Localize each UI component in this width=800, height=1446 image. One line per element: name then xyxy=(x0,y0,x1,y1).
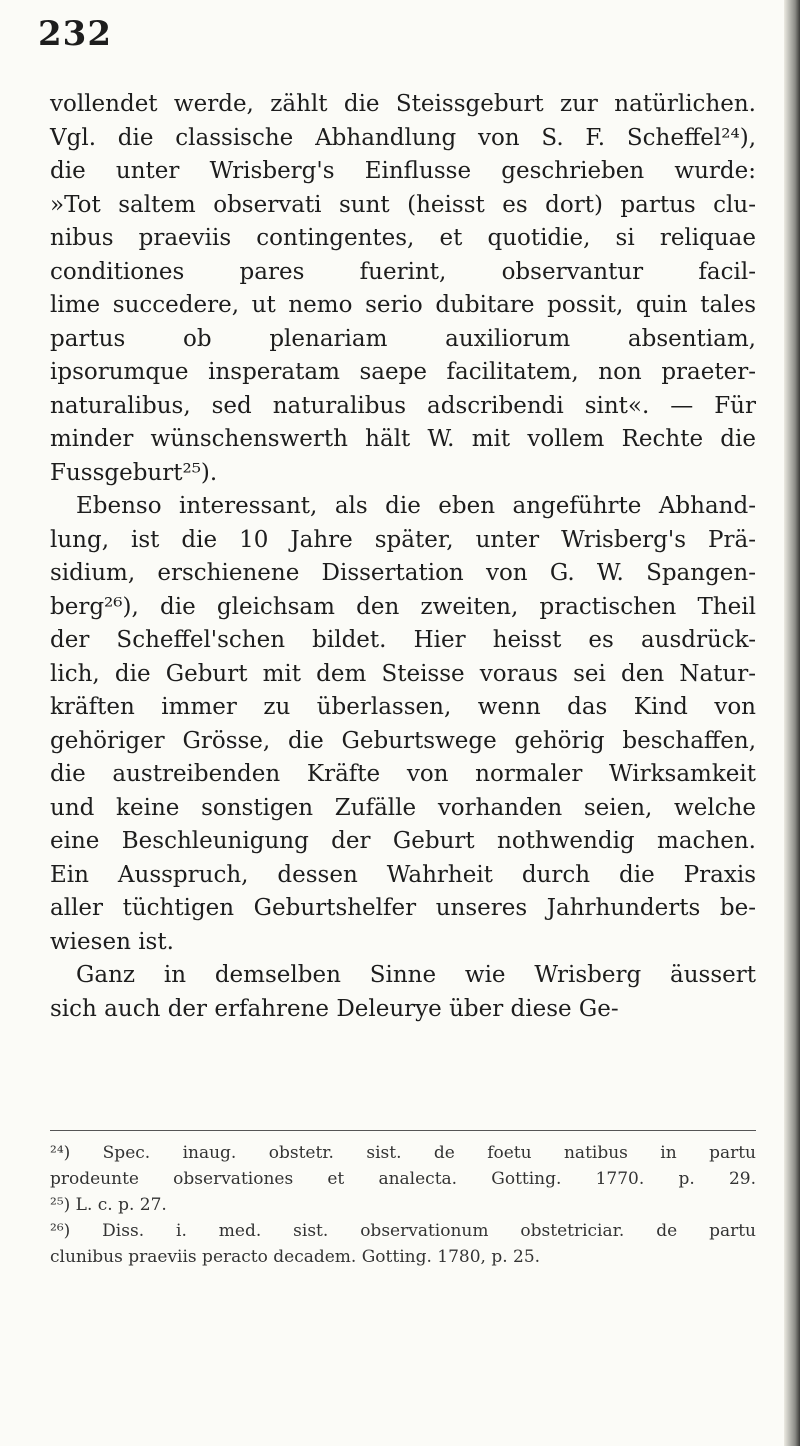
footnote-line: ²⁵) L. c. p. 27. xyxy=(50,1195,167,1215)
text-line: die austreibenden Kräfte von normaler Wirksamkeit xyxy=(50,761,756,787)
text-line: Fussgeburt²⁵). xyxy=(50,459,218,486)
body-text xyxy=(50,88,756,1026)
text-line: eine Beschleunigung der Geburt nothwendig machen. xyxy=(50,828,756,854)
text-line: lich, die Geburt mit dem Steisse voraus sei den Natur- xyxy=(50,660,756,687)
text-line: gehöriger Grösse, die Geburtswege gehörig beschaffen, xyxy=(50,727,756,754)
text-line: sidium, erschienene Dissertation von G. W. Spangen- xyxy=(50,560,756,586)
text-line: berg²⁶), die gleichsam den zweiten, practischen Theil xyxy=(50,593,756,620)
footnote-line: ²⁴) Spec. inaug. obstetr. sist. de foetu natibus in partu xyxy=(50,1143,756,1163)
text-line: ipsorumque insperatam saepe facilitatem, non praeter- xyxy=(50,359,756,385)
footnotes xyxy=(50,1140,756,1270)
text-line: lime succedere, ut nemo serio dubitare possit, quin tales xyxy=(50,292,756,318)
text-line: kräften immer zu überlassen, wenn das Kind von xyxy=(50,694,756,720)
page-number: 232 xyxy=(38,14,112,54)
text-line: der Scheffel'schen bildet. Hier heisst es ausdrück- xyxy=(50,627,756,653)
text-line: nibus praeviis contingentes, et quotidie, si reliquae xyxy=(50,225,756,251)
text-line: sich auch der erfahrene Deleurye über diese Ge- xyxy=(50,995,619,1022)
text-line: lung, ist die 10 Jahre später, unter Wrisberg's Prä- xyxy=(50,526,756,553)
footnote-line: ²⁶) Diss. i. med. sist. observationum obstetriciar. de partu xyxy=(50,1221,756,1241)
text-line: naturalibus, sed naturalibus adscribendi sint«. — Für xyxy=(50,392,756,419)
text-line: minder wünschenswerth hält W. mit vollem Rechte die xyxy=(50,426,756,452)
text-line: Ganz in demselben Sinne wie Wrisberg äussert xyxy=(76,962,756,988)
text-line: aller tüchtigen Geburtshelfer unseres Jahrhunderts be- xyxy=(50,895,756,921)
text-line: Vgl. die classische Abhandlung von S. F. Scheffel²⁴), xyxy=(50,124,756,151)
text-line: Ebenso interessant, als die eben angeführte Abhand- xyxy=(76,493,756,519)
text-line: und keine sonstigen Zufälle vorhanden seien, welche xyxy=(50,794,756,821)
scan-edge-shadow xyxy=(784,0,800,1446)
text-line: conditiones pares fuerint, observantur facil- xyxy=(50,258,756,285)
footnote-divider xyxy=(50,1130,756,1131)
footnote-line: prodeunte observationes et analecta. Gotting. 1770. p. 29. xyxy=(50,1169,756,1189)
text-line: wiesen ist. xyxy=(50,928,174,955)
text-line: partus ob plenariam auxiliorum absentiam, xyxy=(50,325,756,352)
footnote-line: clunibus praeviis peracto decadem. Gotting. 1780, p. 25. xyxy=(50,1247,541,1267)
text-line: die unter Wrisberg's Einflusse geschrieben wurde: xyxy=(50,158,756,184)
text-line: vollendet werde, zählt die Steissgeburt zur natürlichen. xyxy=(50,91,756,117)
text-line: »Tot saltem observati sunt (heisst es dort) partus clu- xyxy=(50,191,756,218)
text-line: Ein Ausspruch, dessen Wahrheit durch die Praxis xyxy=(50,861,756,888)
